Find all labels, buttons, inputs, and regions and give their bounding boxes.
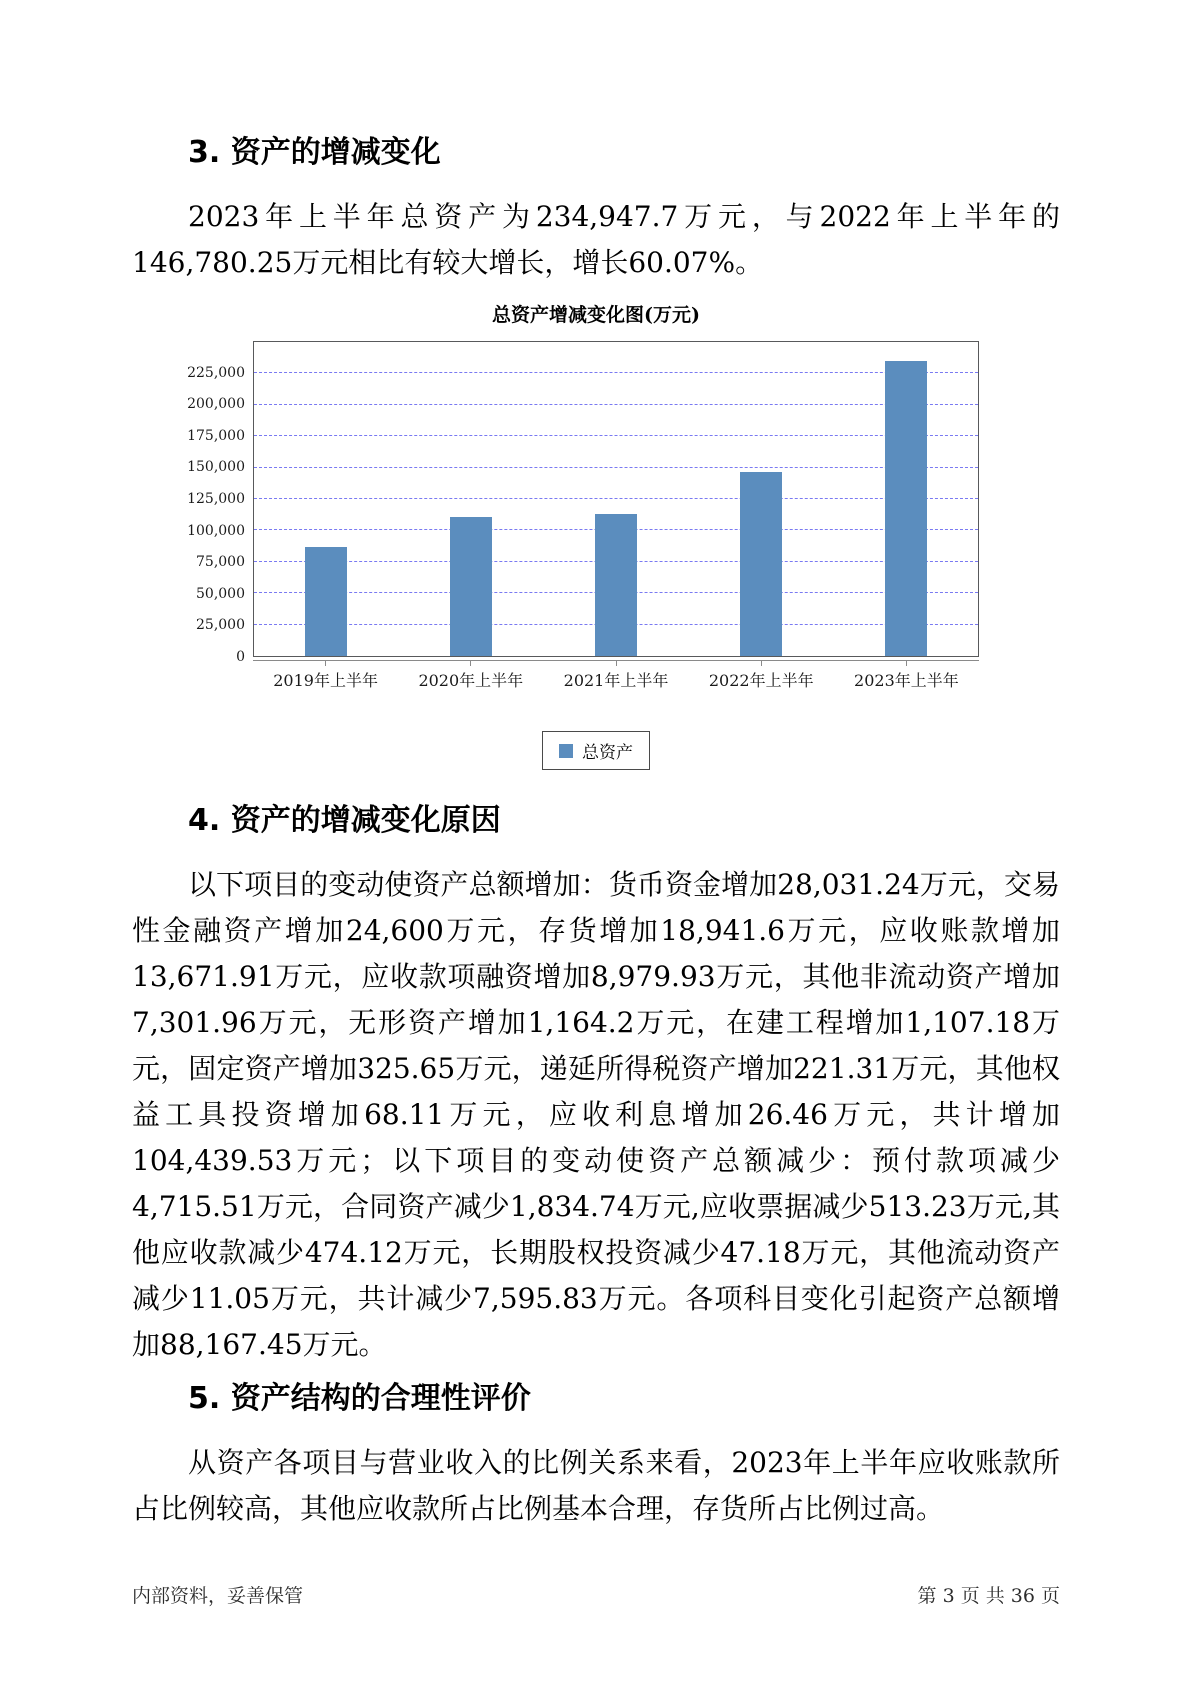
x-tick-label: 2022年上半年 — [708, 671, 814, 690]
section-3-paragraph: 2023年上半年总资产为234,947.7万元，与2022年上半年的146,780.25万元相比有较大增长，增长60.07%。 — [132, 200, 1060, 279]
chart-title: 总资产增减变化图(万元) — [492, 304, 700, 326]
section-4-paragraph: 以下项目的变动使资产总额增加：货币资金增加28,031.24万元，交易性金融资产增加24,600万元，存货增加18,941.6万元，应收账款增加13,671.91万元，应收款项融资增加8,979.93万元，其他非流动资产增加7,301.96万元，无形资产增加1,164.2万元，在建工程增加1,107.18万元，固定资产增加325.65万元，递延所得税资产增加221.31万元，其他权益工具投资增加68.11万元，应收利息增加26.46万元，共计增加104,439.53万元；以下项目的变动使资产总额减少：预付款项减少4,715.51万元，合同资产减少1,834.74万元,应收票据减少513.23万元,其他应收款减少474.12万元，长期股权投资减少47.18万元，其他流动资产减少11.05万元，共计减少7,595.83万元。各项科目变化引起资产总额增加88,167.45万元。 — [132, 868, 1060, 1361]
section-4-heading: 4. 资产的增减变化原因 — [188, 803, 501, 838]
y-tick-label: 25,000 — [196, 617, 245, 634]
y-tick-label: 225,000 — [187, 364, 245, 381]
page-footer — [132, 1581, 1060, 1608]
bar-2023年上半年 — [885, 361, 927, 656]
y-tick-label: 0 — [236, 649, 245, 665]
x-tick-label: 2020年上半年 — [418, 671, 524, 690]
chart-x-axis-labels — [253, 668, 979, 691]
y-tick-label: 175,000 — [187, 427, 245, 444]
x-tick-label: 2019年上半年 — [273, 671, 378, 690]
y-tick-label: 75,000 — [196, 554, 245, 571]
chart-legend — [542, 731, 650, 770]
y-tick-label: 150,000 — [187, 459, 245, 476]
bar-2021年上半年 — [595, 514, 637, 656]
y-tick-label: 50,000 — [196, 585, 245, 602]
footer-page-number: 第 3 页 共 36 页 — [917, 1585, 1060, 1607]
legend-series-label: 总资产 — [582, 743, 633, 763]
legend-swatch-icon — [559, 744, 573, 758]
chart-y-axis-labels — [187, 341, 253, 665]
chart-plot-area — [253, 341, 979, 657]
section-5-heading: 5. 资产结构的合理性评价 — [188, 1381, 531, 1416]
chart-x-axis-ticks — [253, 660, 979, 668]
section-3-heading: 3. 资产的增减变化 — [188, 135, 441, 170]
section-5-paragraph: 从资产各项目与营业收入的比例关系来看，2023年上半年应收账款所占比例较高，其他应收款所占比例基本合理，存货所占比例过高。 — [132, 1446, 1060, 1525]
total-assets-bar-chart — [187, 300, 1001, 770]
x-tick-label: 2023年上半年 — [854, 671, 959, 690]
chart-bars — [254, 342, 978, 656]
bar-2019年上半年 — [305, 547, 347, 656]
bar-2020年上半年 — [450, 517, 492, 656]
y-tick-label: 100,000 — [187, 522, 245, 539]
y-tick-label: 125,000 — [187, 491, 245, 507]
bar-2022年上半年 — [740, 472, 782, 656]
y-tick-label: 200,000 — [187, 396, 245, 413]
x-tick-label: 2021年上半年 — [563, 671, 669, 690]
footer-confidential-note: 内部资料，妥善保管 — [132, 1585, 304, 1607]
